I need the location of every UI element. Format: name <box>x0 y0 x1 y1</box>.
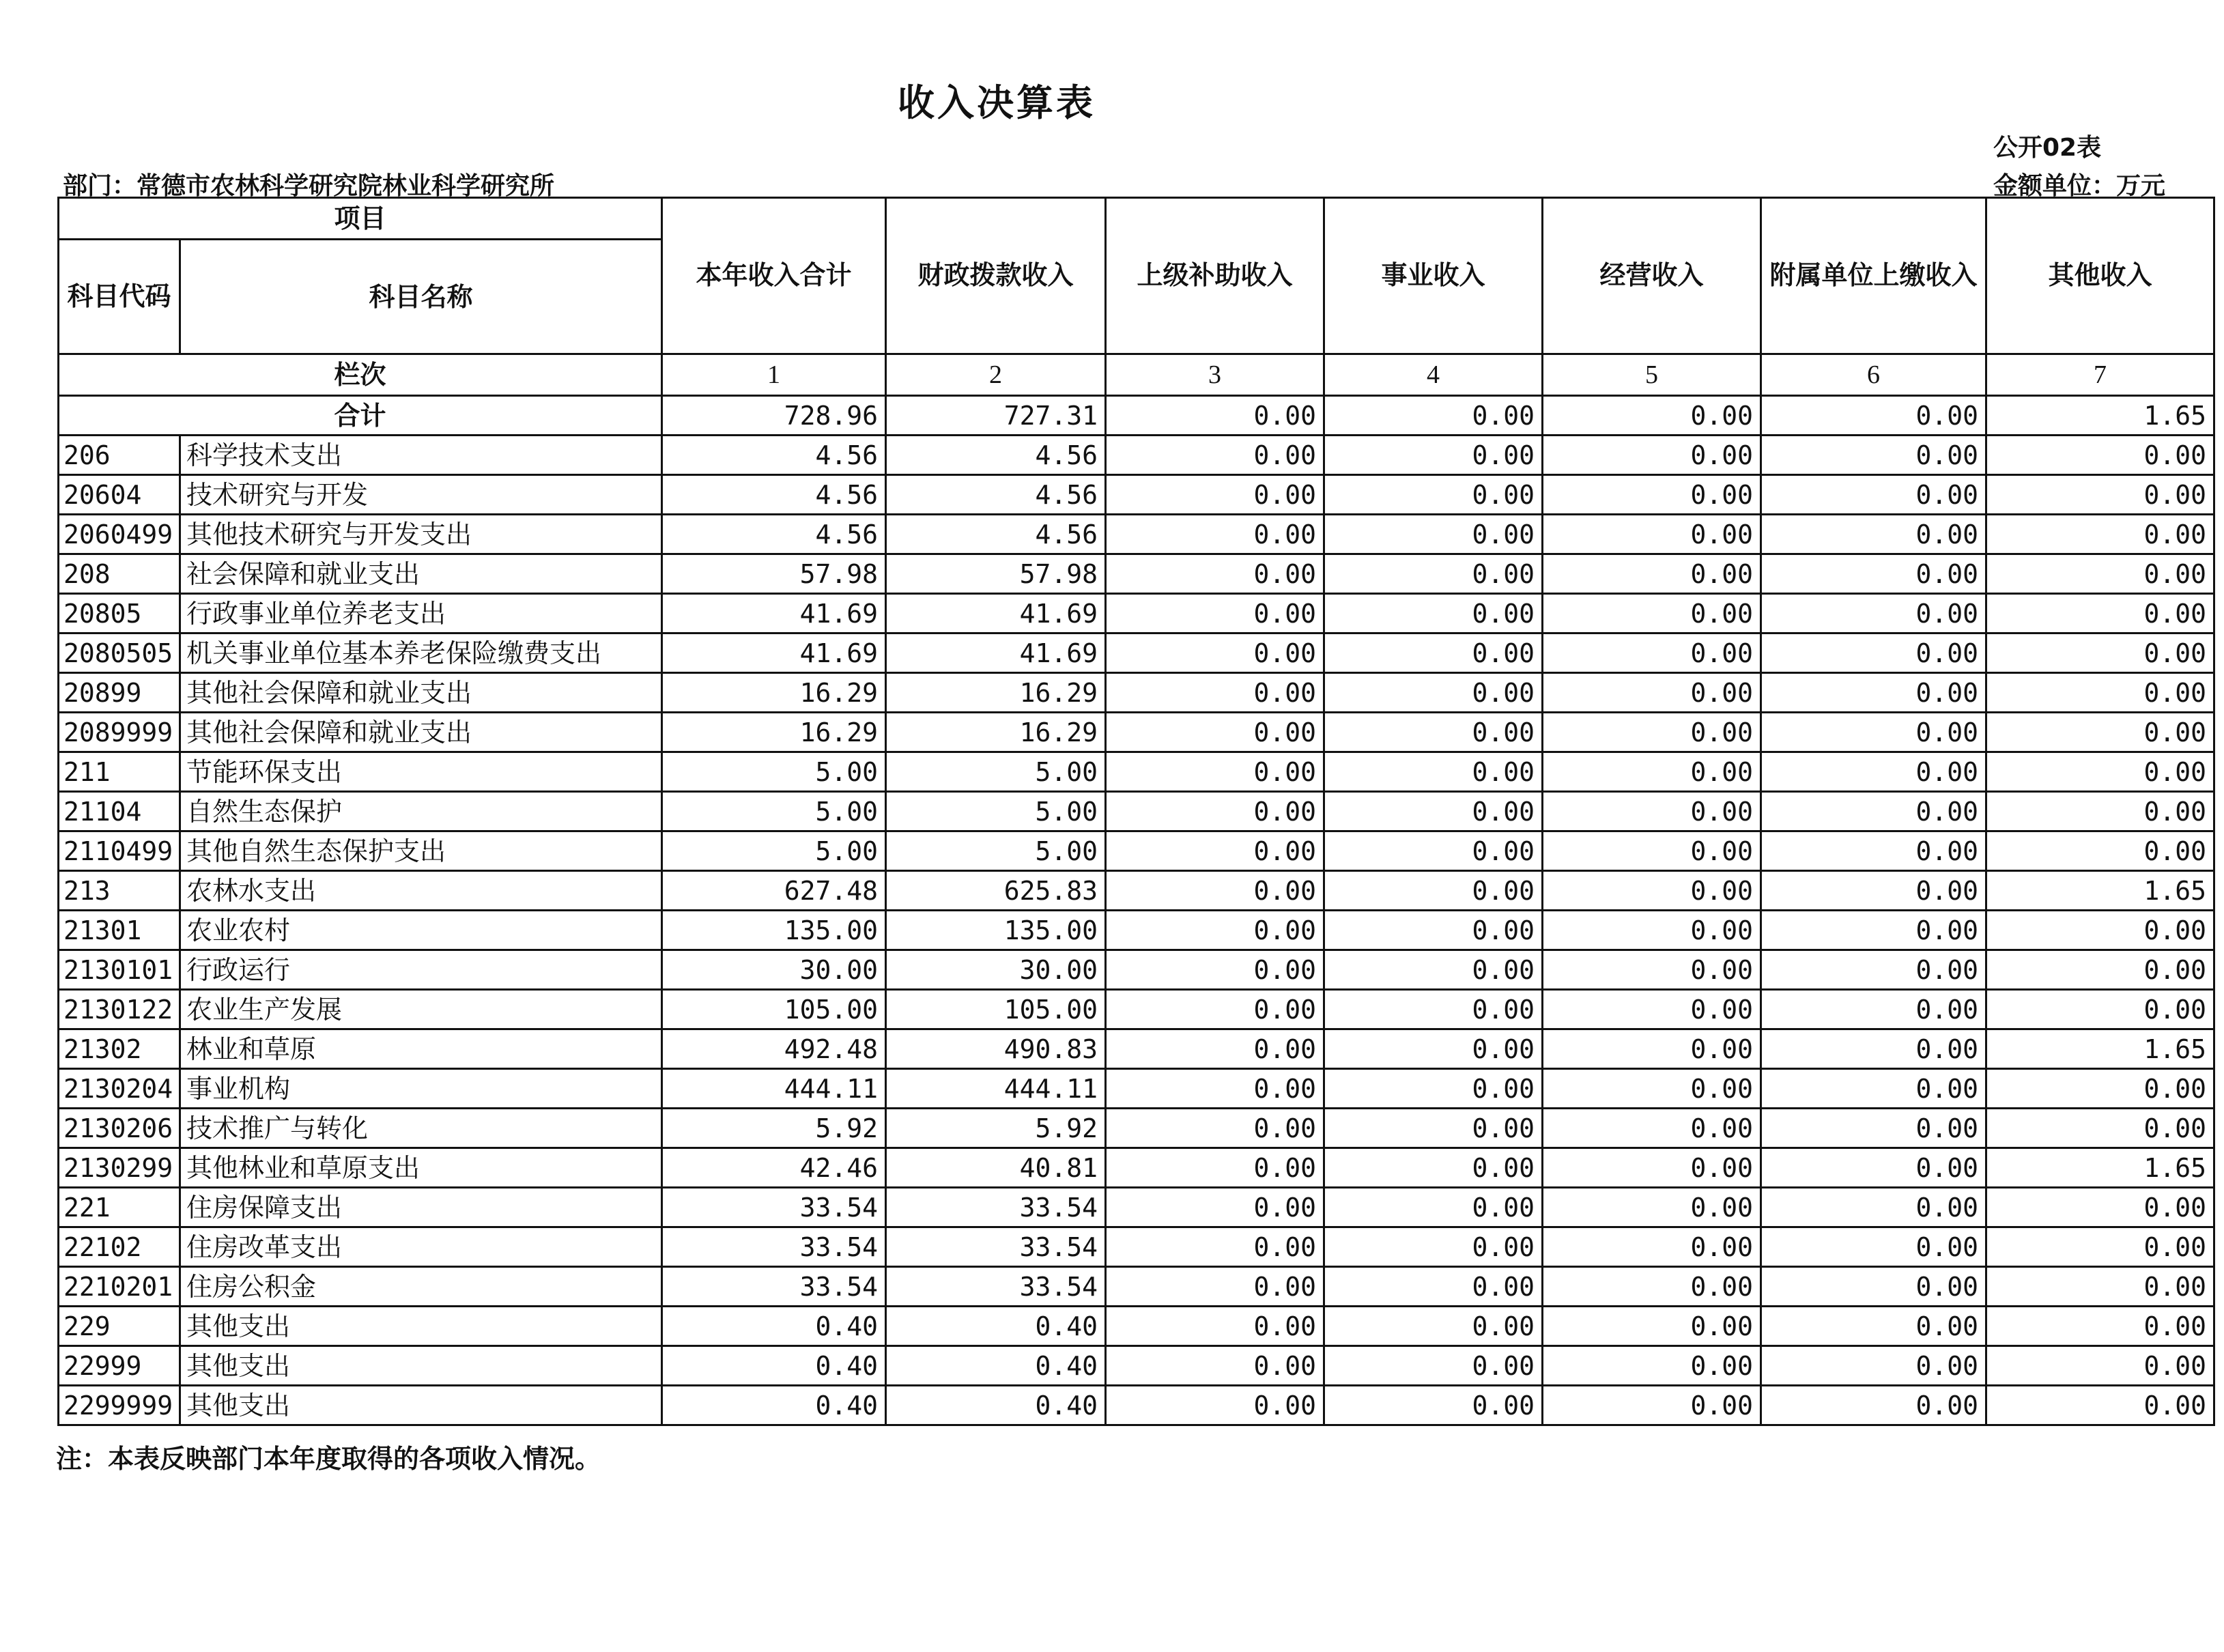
amount-cell: 4.56 <box>886 475 1106 515</box>
amount-cell: 0.00 <box>1986 1307 2214 1346</box>
amount-cell: 0.00 <box>1324 911 1543 950</box>
subject-name: 社会保障和就业支出 <box>180 554 662 594</box>
amount-cell: 0.00 <box>1761 1029 1986 1069</box>
subject-code: 20604 <box>59 475 180 515</box>
amount-cell: 41.69 <box>886 633 1106 673</box>
subject-name: 节能环保支出 <box>180 752 662 792</box>
subject-name: 其他自然生态保护支出 <box>180 831 662 871</box>
amount-cell: 16.29 <box>662 673 886 713</box>
header-col-1: 本年收入合计 <box>662 198 886 354</box>
header-col-5: 经营收入 <box>1543 198 1761 354</box>
amount-cell: 0.00 <box>1543 633 1761 673</box>
amount-cell: 0.00 <box>1106 911 1324 950</box>
amount-cell: 0.00 <box>1324 1109 1543 1148</box>
amount-cell: 0.00 <box>1761 515 1986 554</box>
amount-cell: 444.11 <box>886 1069 1106 1109</box>
subject-code: 2110499 <box>59 831 180 871</box>
table-row <box>59 515 2214 554</box>
amount-cell: 0.00 <box>1761 633 1986 673</box>
total-value: 728.96 <box>662 396 886 436</box>
amount-cell: 0.00 <box>1324 436 1543 475</box>
amount-cell: 41.69 <box>662 594 886 633</box>
amount-cell: 0.00 <box>1106 673 1324 713</box>
amount-cell: 5.00 <box>886 752 1106 792</box>
amount-cell: 0.00 <box>1761 1346 1986 1386</box>
subject-name: 住房公积金 <box>180 1267 662 1307</box>
table-row <box>59 1188 2214 1227</box>
subject-code: 213 <box>59 871 180 911</box>
amount-cell: 0.00 <box>1543 515 1761 554</box>
amount-cell: 0.00 <box>1543 1148 1761 1188</box>
amount-cell: 0.00 <box>1106 436 1324 475</box>
total-value: 0.00 <box>1761 396 1986 436</box>
amount-cell: 0.00 <box>1324 752 1543 792</box>
amount-cell: 0.00 <box>1106 1188 1324 1227</box>
amount-cell: 5.92 <box>662 1109 886 1148</box>
total-value: 0.00 <box>1324 396 1543 436</box>
amount-cell: 33.54 <box>886 1267 1106 1307</box>
amount-cell: 0.00 <box>1986 1069 2214 1109</box>
amount-cell: 0.00 <box>1324 792 1543 831</box>
amount-cell: 41.69 <box>662 633 886 673</box>
amount-cell: 0.00 <box>1986 1267 2214 1307</box>
header-col-seq-label: 栏次 <box>59 354 662 396</box>
subject-name: 其他林业和草原支出 <box>180 1148 662 1188</box>
amount-cell: 16.29 <box>886 713 1106 752</box>
subject-name: 其他技术研究与开发支出 <box>180 515 662 554</box>
subject-code: 221 <box>59 1188 180 1227</box>
header-col-3: 上级补助收入 <box>1106 198 1324 354</box>
amount-cell: 0.00 <box>1543 1109 1761 1148</box>
table-row <box>59 911 2214 950</box>
header-name: 科目名称 <box>180 240 662 354</box>
amount-cell: 33.54 <box>662 1188 886 1227</box>
amount-cell: 0.00 <box>1324 515 1543 554</box>
amount-cell: 33.54 <box>886 1188 1106 1227</box>
amount-cell: 0.00 <box>1986 911 2214 950</box>
amount-cell: 0.00 <box>1543 1029 1761 1069</box>
subject-name: 机关事业单位基本养老保险缴费支出 <box>180 633 662 673</box>
amount-cell: 0.00 <box>1761 1227 1986 1267</box>
amount-cell: 0.00 <box>1543 1267 1761 1307</box>
amount-cell: 105.00 <box>662 990 886 1029</box>
amount-cell: 0.00 <box>1761 713 1986 752</box>
amount-cell: 0.00 <box>1543 713 1761 752</box>
amount-cell: 0.00 <box>1986 1109 2214 1148</box>
amount-cell: 0.00 <box>1543 1227 1761 1267</box>
table-row <box>59 792 2214 831</box>
amount-cell: 30.00 <box>886 950 1106 990</box>
amount-cell: 1.65 <box>1986 871 2214 911</box>
amount-cell: 0.00 <box>1761 831 1986 871</box>
subject-code: 20805 <box>59 594 180 633</box>
amount-cell: 5.00 <box>662 752 886 792</box>
amount-cell: 16.29 <box>662 713 886 752</box>
amount-cell: 0.00 <box>1761 1148 1986 1188</box>
amount-cell: 0.00 <box>1106 1386 1324 1425</box>
amount-cell: 0.00 <box>1543 1069 1761 1109</box>
amount-cell: 0.40 <box>886 1386 1106 1425</box>
amount-cell: 0.00 <box>1761 990 1986 1029</box>
income-table <box>57 197 2215 1426</box>
header-code: 科目代码 <box>59 240 180 354</box>
amount-cell: 0.00 <box>1543 831 1761 871</box>
amount-cell: 0.00 <box>1761 1267 1986 1307</box>
table-row <box>59 990 2214 1029</box>
subject-name: 农业农村 <box>180 911 662 950</box>
amount-cell: 0.00 <box>1543 792 1761 831</box>
table-row <box>59 1148 2214 1188</box>
total-label: 合计 <box>59 396 662 436</box>
form-number: 公开02表 <box>1993 134 2102 162</box>
subject-code: 2080505 <box>59 633 180 673</box>
amount-cell: 0.00 <box>1106 1148 1324 1188</box>
subject-code: 2130122 <box>59 990 180 1029</box>
amount-cell: 0.00 <box>1986 673 2214 713</box>
table-row <box>59 594 2214 633</box>
subject-code: 21301 <box>59 911 180 950</box>
col-number: 1 <box>662 354 886 396</box>
amount-cell: 4.56 <box>662 436 886 475</box>
amount-cell: 0.00 <box>1324 1188 1543 1227</box>
amount-cell: 0.00 <box>1106 633 1324 673</box>
subject-name: 其他社会保障和就业支出 <box>180 673 662 713</box>
subject-name: 技术研究与开发 <box>180 475 662 515</box>
amount-cell: 0.00 <box>1543 911 1761 950</box>
amount-cell: 0.00 <box>1986 594 2214 633</box>
amount-cell: 627.48 <box>662 871 886 911</box>
amount-cell: 0.00 <box>1324 1267 1543 1307</box>
amount-cell: 0.00 <box>1543 1346 1761 1386</box>
amount-cell: 0.00 <box>1324 554 1543 594</box>
table-row <box>59 752 2214 792</box>
amount-cell: 33.54 <box>662 1267 886 1307</box>
amount-cell: 0.00 <box>1324 831 1543 871</box>
table-row <box>59 475 2214 515</box>
subject-code: 206 <box>59 436 180 475</box>
amount-cell: 0.40 <box>886 1307 1106 1346</box>
amount-cell: 5.00 <box>886 792 1106 831</box>
amount-cell: 0.00 <box>1106 831 1324 871</box>
amount-cell: 0.00 <box>1106 1307 1324 1346</box>
total-value: 0.00 <box>1543 396 1761 436</box>
amount-cell: 135.00 <box>662 911 886 950</box>
amount-cell: 0.00 <box>1106 792 1324 831</box>
subject-name: 技术推广与转化 <box>180 1109 662 1148</box>
col-number: 3 <box>1106 354 1324 396</box>
amount-cell: 0.00 <box>1106 594 1324 633</box>
amount-cell: 0.00 <box>1986 633 2214 673</box>
amount-cell: 4.56 <box>662 515 886 554</box>
amount-cell: 40.81 <box>886 1148 1106 1188</box>
amount-cell: 0.00 <box>1761 752 1986 792</box>
amount-cell: 0.00 <box>1761 436 1986 475</box>
amount-cell: 0.00 <box>1324 990 1543 1029</box>
amount-cell: 0.00 <box>1106 515 1324 554</box>
amount-cell: 0.00 <box>1986 950 2214 990</box>
table-row <box>59 554 2214 594</box>
amount-unit-label: 金额单位：万元 <box>1993 172 2166 200</box>
col-number: 4 <box>1324 354 1543 396</box>
col-number: 7 <box>1986 354 2214 396</box>
amount-cell: 0.00 <box>1106 1267 1324 1307</box>
amount-cell: 4.56 <box>886 436 1106 475</box>
table-row <box>59 1267 2214 1307</box>
amount-cell: 0.00 <box>1986 792 2214 831</box>
total-value: 1.65 <box>1986 396 2214 436</box>
subject-name: 林业和草原 <box>180 1029 662 1069</box>
amount-cell: 0.00 <box>1543 752 1761 792</box>
table-note: 注：本表反映部门本年度取得的各项收入情况。 <box>56 1444 601 1474</box>
subject-name: 其他支出 <box>180 1386 662 1425</box>
amount-cell: 0.00 <box>1106 871 1324 911</box>
amount-cell: 0.00 <box>1986 831 2214 871</box>
amount-cell: 0.00 <box>1324 1227 1543 1267</box>
subject-code: 229 <box>59 1307 180 1346</box>
amount-cell: 0.00 <box>1761 1109 1986 1148</box>
amount-cell: 0.00 <box>1986 475 2214 515</box>
subject-name: 自然生态保护 <box>180 792 662 831</box>
total-value: 727.31 <box>886 396 1106 436</box>
amount-cell: 0.00 <box>1324 1069 1543 1109</box>
col-number: 2 <box>886 354 1106 396</box>
header-col-2: 财政拨款收入 <box>886 198 1106 354</box>
amount-cell: 0.00 <box>1986 1346 2214 1386</box>
subject-code: 21302 <box>59 1029 180 1069</box>
total-row <box>59 396 2214 436</box>
amount-cell: 33.54 <box>886 1227 1106 1267</box>
amount-cell: 0.00 <box>1986 990 2214 1029</box>
amount-cell: 5.00 <box>662 792 886 831</box>
table-row <box>59 1386 2214 1425</box>
amount-cell: 0.00 <box>1324 950 1543 990</box>
amount-cell: 0.00 <box>1761 594 1986 633</box>
table-row <box>59 1346 2214 1386</box>
amount-cell: 0.00 <box>1106 990 1324 1029</box>
amount-cell: 0.00 <box>1543 871 1761 911</box>
amount-cell: 0.00 <box>1106 475 1324 515</box>
amount-cell: 492.48 <box>662 1029 886 1069</box>
subject-code: 2089999 <box>59 713 180 752</box>
amount-cell: 0.00 <box>1543 673 1761 713</box>
amount-cell: 0.00 <box>1106 1029 1324 1069</box>
amount-cell: 135.00 <box>886 911 1106 950</box>
subject-code: 2130101 <box>59 950 180 990</box>
amount-cell: 42.46 <box>662 1148 886 1188</box>
subject-code: 211 <box>59 752 180 792</box>
amount-cell: 0.00 <box>1324 713 1543 752</box>
amount-cell: 0.00 <box>1986 713 2214 752</box>
col-number: 6 <box>1761 354 1986 396</box>
subject-name: 事业机构 <box>180 1069 662 1109</box>
subject-code: 2060499 <box>59 515 180 554</box>
table-row <box>59 713 2214 752</box>
amount-cell: 0.40 <box>662 1307 886 1346</box>
amount-cell: 0.40 <box>662 1346 886 1386</box>
amount-cell: 16.29 <box>886 673 1106 713</box>
subject-name: 其他社会保障和就业支出 <box>180 713 662 752</box>
amount-cell: 41.69 <box>886 594 1106 633</box>
table-row <box>59 1227 2214 1267</box>
page-title: 收入决算表 <box>898 81 1096 124</box>
amount-cell: 105.00 <box>886 990 1106 1029</box>
amount-cell: 0.00 <box>1986 752 2214 792</box>
amount-cell: 0.00 <box>1543 436 1761 475</box>
amount-cell: 444.11 <box>662 1069 886 1109</box>
amount-cell: 0.00 <box>1761 673 1986 713</box>
amount-cell: 5.00 <box>662 831 886 871</box>
header-item: 项目 <box>59 198 662 240</box>
amount-cell: 0.00 <box>1106 713 1324 752</box>
subject-code: 20899 <box>59 673 180 713</box>
amount-cell: 0.00 <box>1106 950 1324 990</box>
amount-cell: 0.00 <box>1761 1069 1986 1109</box>
amount-cell: 0.00 <box>1761 871 1986 911</box>
table-row <box>59 1029 2214 1069</box>
amount-cell: 0.00 <box>1543 1386 1761 1425</box>
amount-cell: 625.83 <box>886 871 1106 911</box>
amount-cell: 33.54 <box>662 1227 886 1267</box>
header-col-6: 附属单位上缴收入 <box>1761 198 1986 354</box>
subject-name: 农林水支出 <box>180 871 662 911</box>
amount-cell: 0.00 <box>1106 1069 1324 1109</box>
amount-cell: 0.00 <box>1761 1188 1986 1227</box>
col-number: 5 <box>1543 354 1761 396</box>
subject-name: 其他支出 <box>180 1307 662 1346</box>
subject-name: 其他支出 <box>180 1346 662 1386</box>
amount-cell: 0.00 <box>1543 990 1761 1029</box>
amount-cell: 30.00 <box>662 950 886 990</box>
amount-cell: 57.98 <box>886 554 1106 594</box>
table-row <box>59 1109 2214 1148</box>
amount-cell: 0.00 <box>1324 594 1543 633</box>
amount-cell: 0.00 <box>1986 554 2214 594</box>
amount-cell: 0.00 <box>1761 911 1986 950</box>
subject-code: 2130204 <box>59 1069 180 1109</box>
amount-cell: 0.00 <box>1106 1109 1324 1148</box>
amount-cell: 0.00 <box>1986 436 2214 475</box>
amount-cell: 0.00 <box>1761 792 1986 831</box>
subject-name: 科学技术支出 <box>180 436 662 475</box>
subject-code: 2210201 <box>59 1267 180 1307</box>
amount-cell: 0.00 <box>1761 1307 1986 1346</box>
amount-cell: 0.40 <box>886 1346 1106 1386</box>
amount-cell: 4.56 <box>662 475 886 515</box>
subject-name: 行政事业单位养老支出 <box>180 594 662 633</box>
amount-cell: 0.00 <box>1324 1307 1543 1346</box>
amount-cell: 0.00 <box>1106 752 1324 792</box>
subject-code: 22999 <box>59 1346 180 1386</box>
amount-cell: 0.00 <box>1324 633 1543 673</box>
amount-cell: 0.00 <box>1324 1386 1543 1425</box>
table-row <box>59 633 2214 673</box>
amount-cell: 0.00 <box>1761 475 1986 515</box>
amount-cell: 490.83 <box>886 1029 1106 1069</box>
amount-cell: 0.00 <box>1986 1227 2214 1267</box>
amount-cell: 0.00 <box>1761 554 1986 594</box>
amount-cell: 0.00 <box>1761 950 1986 990</box>
amount-cell: 0.00 <box>1324 673 1543 713</box>
amount-cell: 0.00 <box>1324 475 1543 515</box>
department-label: 部门：常德市农林科学研究院林业科学研究所 <box>63 172 555 200</box>
amount-cell: 5.92 <box>886 1109 1106 1148</box>
table-row <box>59 436 2214 475</box>
amount-cell: 0.00 <box>1543 475 1761 515</box>
subject-name: 农业生产发展 <box>180 990 662 1029</box>
amount-cell: 0.00 <box>1106 1346 1324 1386</box>
amount-cell: 0.00 <box>1324 871 1543 911</box>
subject-code: 2130299 <box>59 1148 180 1188</box>
amount-cell: 0.00 <box>1324 1346 1543 1386</box>
subject-code: 2130206 <box>59 1109 180 1148</box>
subject-code: 21104 <box>59 792 180 831</box>
table-row <box>59 1307 2214 1346</box>
subject-name: 住房改革支出 <box>180 1227 662 1267</box>
amount-cell: 5.00 <box>886 831 1106 871</box>
table-row <box>59 1069 2214 1109</box>
subject-name: 住房保障支出 <box>180 1188 662 1227</box>
amount-cell: 0.00 <box>1986 1386 2214 1425</box>
table-row <box>59 950 2214 990</box>
subject-code: 22102 <box>59 1227 180 1267</box>
amount-cell: 1.65 <box>1986 1148 2214 1188</box>
amount-cell: 0.00 <box>1324 1148 1543 1188</box>
table-row <box>59 673 2214 713</box>
amount-cell: 4.56 <box>886 515 1106 554</box>
amount-cell: 0.00 <box>1543 1188 1761 1227</box>
amount-cell: 0.00 <box>1543 554 1761 594</box>
subject-name: 行政运行 <box>180 950 662 990</box>
amount-cell: 0.00 <box>1106 1227 1324 1267</box>
amount-cell: 0.00 <box>1324 1029 1543 1069</box>
amount-cell: 0.40 <box>662 1386 886 1425</box>
amount-cell: 0.00 <box>1761 1386 1986 1425</box>
subject-code: 2299999 <box>59 1386 180 1425</box>
amount-cell: 1.65 <box>1986 1029 2214 1069</box>
amount-cell: 0.00 <box>1106 554 1324 594</box>
subject-code: 208 <box>59 554 180 594</box>
amount-cell: 0.00 <box>1986 515 2214 554</box>
table-row <box>59 831 2214 871</box>
amount-cell: 0.00 <box>1986 1188 2214 1227</box>
table-row <box>59 871 2214 911</box>
header-col-7: 其他收入 <box>1986 198 2214 354</box>
amount-cell: 57.98 <box>662 554 886 594</box>
amount-cell: 0.00 <box>1543 594 1761 633</box>
total-value: 0.00 <box>1106 396 1324 436</box>
amount-cell: 0.00 <box>1543 1307 1761 1346</box>
amount-cell: 0.00 <box>1543 950 1761 990</box>
header-col-4: 事业收入 <box>1324 198 1543 354</box>
